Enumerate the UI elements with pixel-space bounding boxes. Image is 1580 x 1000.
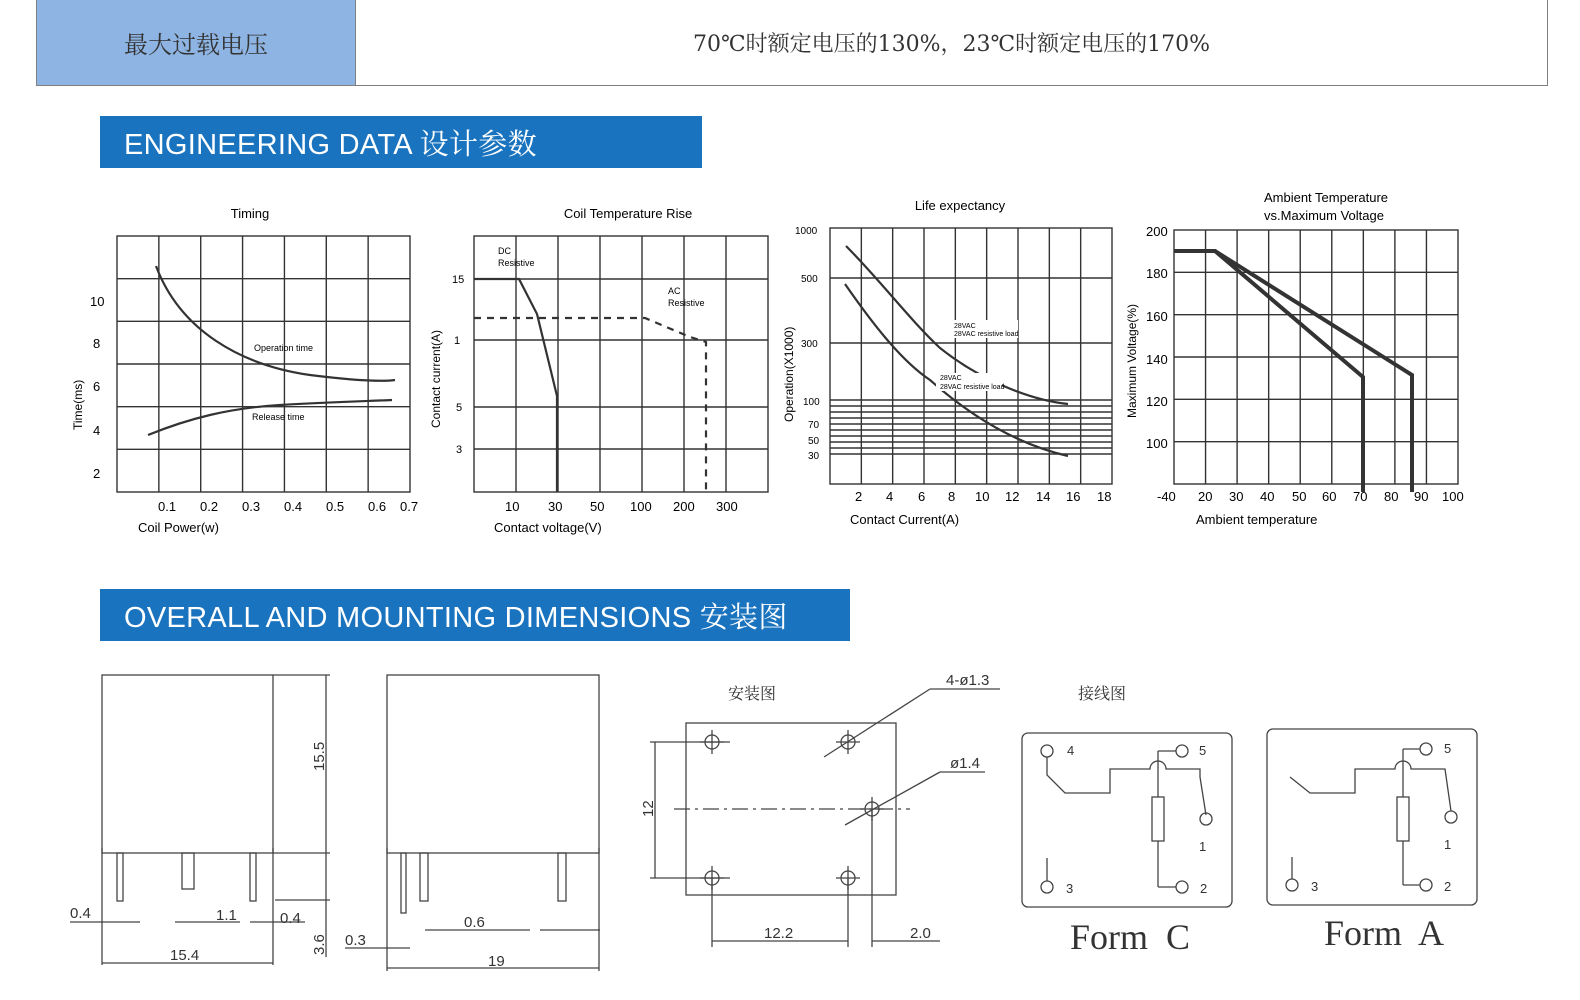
- front-width-label: 15.4: [170, 947, 200, 964]
- ac-resistive-line: [474, 318, 706, 492]
- spec-label: 最大过载电压: [37, 0, 356, 85]
- coil-ylabel: Contact current(A): [429, 329, 443, 428]
- timing-title: Timing: [230, 206, 270, 221]
- dc-label: Resistive: [498, 258, 535, 268]
- life-title: Life expectancy: [914, 198, 1006, 213]
- coil-xtick: 50: [590, 499, 605, 514]
- life-xtick: 16: [1066, 489, 1081, 504]
- coil-xtick: 100: [630, 499, 652, 514]
- life-ytick: 300: [801, 339, 818, 350]
- life-xtick: 6: [918, 489, 926, 504]
- life-xtick: 4: [886, 489, 894, 504]
- life-label-upper: 28VAC resistive load: [954, 331, 1019, 338]
- mounting-hole2-label: ø1.4: [950, 755, 981, 772]
- ambient-title: vs.Maximum Voltage: [1264, 208, 1384, 223]
- ambient-xtick: 90: [1414, 489, 1429, 504]
- coil-title: Coil Temperature Rise: [563, 206, 693, 221]
- coil-temperature-chart: [429, 206, 768, 535]
- ambient-xtick: 100: [1442, 489, 1464, 504]
- life-ytick: 500: [801, 274, 818, 285]
- life-xtick: 14: [1036, 489, 1051, 504]
- front-pin-a-label: 0.4: [70, 905, 91, 922]
- ambient-xtick: 80: [1384, 489, 1399, 504]
- ambient-ytick: 100: [1146, 436, 1168, 451]
- ambient-ytick: 180: [1146, 266, 1168, 281]
- ambient-ytick: 120: [1146, 394, 1168, 409]
- ambient-xtick: 30: [1229, 489, 1244, 504]
- timing-chart: [71, 206, 418, 535]
- form-c-pin: 2: [1200, 881, 1208, 896]
- operation-time-label: Operation time: [254, 343, 314, 353]
- dimension-drawings: [0, 665, 1580, 995]
- life-xlabel: Contact Current(A): [850, 512, 960, 527]
- ambient-xtick: 40: [1260, 489, 1275, 504]
- timing-xlabel: Coil Power(w): [138, 520, 219, 535]
- ac-label: Resistive: [668, 298, 705, 308]
- coil-ytick: 5: [456, 402, 463, 414]
- engineering-charts: [0, 180, 1580, 560]
- form-c-pin: 1: [1199, 839, 1207, 854]
- ambient-title: Ambient Temperature: [1263, 190, 1389, 205]
- timing-xtick: 0.3: [242, 499, 261, 514]
- ambient-temperature-chart: [1125, 190, 1464, 527]
- coil-xtick: 200: [673, 499, 695, 514]
- dimensions-banner: OVERALL AND MOUNTING DIMENSIONS 安装图: [100, 589, 850, 641]
- release-time-label: Release time: [252, 412, 305, 422]
- ambient-xlabel: Ambient temperature: [1196, 512, 1318, 527]
- front-pin-c-label: 0.4: [280, 910, 301, 927]
- timing-xtick: 0.6: [368, 499, 387, 514]
- timing-xtick: 0.2: [200, 499, 219, 514]
- mounting-width-label: 12.2: [764, 925, 794, 942]
- chart-frame: [474, 236, 768, 492]
- engineering-data-banner: ENGINEERING DATA 设计参数: [100, 116, 702, 168]
- life-ytick: 70: [808, 420, 820, 431]
- timing-xtick: 0.5: [326, 499, 345, 514]
- front-pin-b-label: 1.1: [216, 907, 237, 924]
- side-width-label: 19: [488, 953, 505, 970]
- mounting-holes-label: 4-ø1.3: [946, 672, 990, 689]
- form-a-pin: 3: [1311, 879, 1319, 894]
- form-a-pin: 2: [1444, 879, 1452, 894]
- ambient-ytick: 140: [1146, 352, 1168, 367]
- timing-ytick: 8: [93, 336, 101, 351]
- timing-ytick: 4: [93, 423, 101, 438]
- wiring-title: 接线图: [1078, 686, 1127, 703]
- life-ytick: 100: [803, 397, 820, 408]
- spec-value: 70℃时额定电压的130%，23℃时额定电压的170%: [692, 32, 1210, 57]
- life-xtick: 12: [1005, 489, 1020, 504]
- life-label-lower: 28VAC resistive load: [940, 384, 1005, 391]
- ambient-xtick: 60: [1322, 489, 1337, 504]
- dc-label: DC: [498, 246, 511, 256]
- life-ytick: 1000: [795, 226, 818, 237]
- front-height-label: 15.5: [311, 741, 328, 771]
- overload-voltage-row: [36, 0, 1548, 86]
- form-c-pin: 4: [1067, 743, 1075, 758]
- ambient-xtick: 20: [1198, 489, 1213, 504]
- coil-ytick: 1: [454, 335, 461, 347]
- ambient-ytick: 200: [1146, 224, 1168, 239]
- mounting-title: 安装图: [728, 686, 777, 703]
- ambient-line-85: [1174, 251, 1412, 492]
- mounting-height-label: 12: [640, 800, 657, 817]
- coil-xtick: 300: [716, 499, 738, 514]
- form-a-label: Form A: [1324, 913, 1445, 953]
- front-pin-height-label: 3.6: [311, 934, 328, 955]
- form-a-pin: 1: [1444, 837, 1452, 852]
- coil-xlabel: Contact voltage(V): [494, 520, 602, 535]
- ambient-xtick: -40: [1157, 489, 1176, 504]
- coil-xtick: 10: [505, 499, 520, 514]
- life-xtick: 2: [855, 489, 863, 504]
- life-ytick: 50: [808, 436, 820, 447]
- form-c-pin: 3: [1066, 881, 1074, 896]
- life-label-lower: 28VAC: [940, 375, 962, 382]
- coil-xtick: 30: [548, 499, 563, 514]
- side-pin-b-label: 0.6: [464, 914, 485, 931]
- chart-frame: [830, 228, 1112, 484]
- timing-ylabel: Time(ms): [71, 379, 85, 430]
- timing-ytick: 6: [93, 379, 101, 394]
- life-xtick: 18: [1097, 489, 1112, 504]
- ambient-xtick: 70: [1353, 489, 1368, 504]
- coil-ytick: 3: [456, 444, 463, 456]
- ambient-ylabel: Maximum Voltage(%): [1125, 303, 1139, 418]
- ambient-ytick: 160: [1146, 309, 1168, 324]
- coil-ytick: 15: [452, 274, 465, 286]
- ac-label: AC: [668, 286, 681, 296]
- life-label-upper: 28VAC: [954, 323, 976, 330]
- timing-ytick: 2: [93, 466, 101, 481]
- form-c-label: Form C: [1070, 917, 1191, 957]
- life-xtick: 8: [948, 489, 956, 504]
- life-expectancy-chart: [782, 198, 1112, 527]
- form-a-pin: 5: [1444, 741, 1452, 756]
- side-pin-a-label: 0.3: [345, 932, 366, 949]
- form-c-pin: 5: [1199, 743, 1207, 758]
- mounting-view: [650, 689, 1000, 947]
- life-ytick: 30: [808, 451, 820, 462]
- mounting-offset-label: 2.0: [910, 925, 931, 942]
- life-xtick: 10: [975, 489, 990, 504]
- timing-ytick: 10: [90, 294, 105, 309]
- timing-xtick: 0.1: [158, 499, 177, 514]
- life-ylabel: Operation(X1000): [782, 326, 796, 422]
- timing-xtick: 0.7: [400, 499, 419, 514]
- timing-xtick: 0.4: [284, 499, 303, 514]
- ambient-xtick: 50: [1292, 489, 1307, 504]
